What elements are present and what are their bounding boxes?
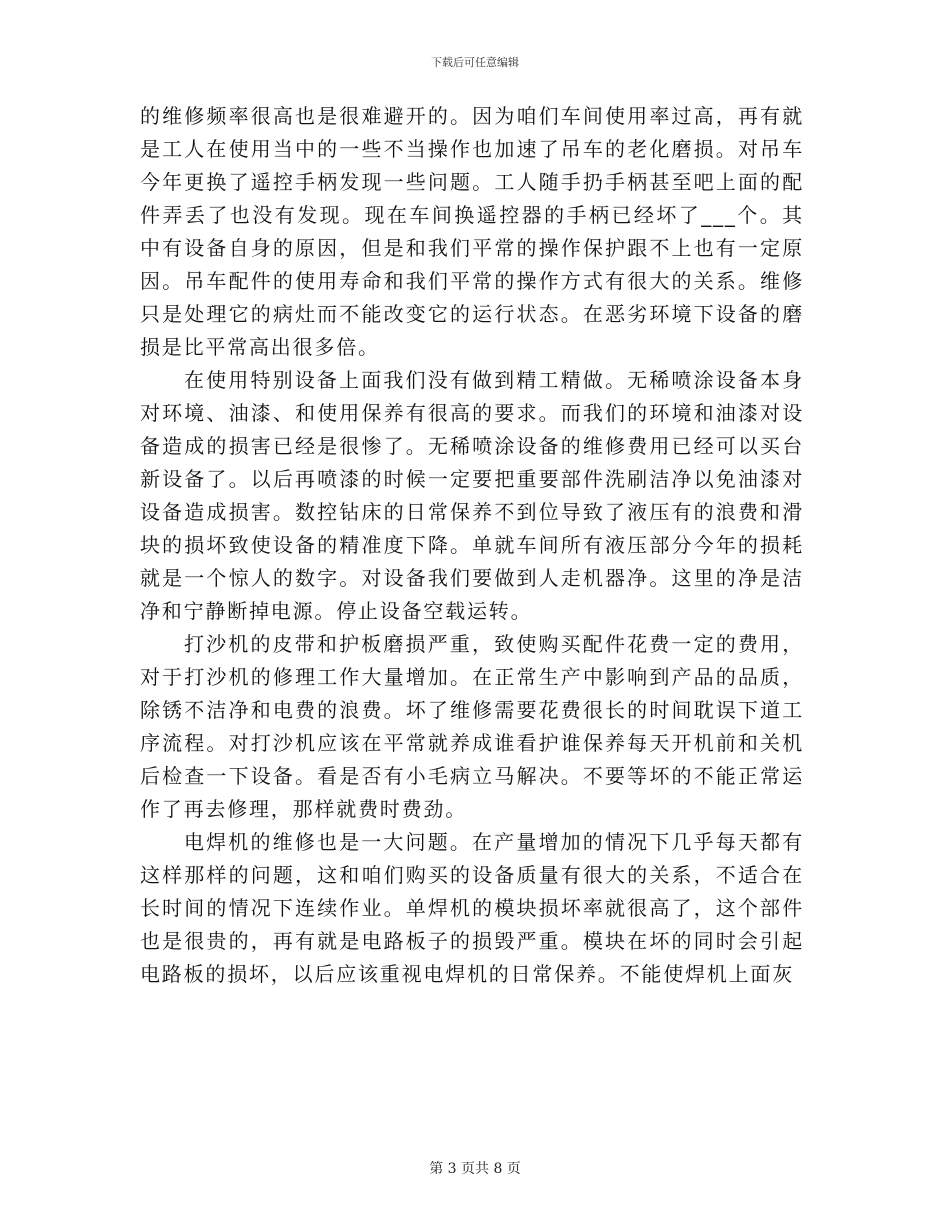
paragraph-1: 的维修频率很高也是很难避开的。因为咱们车间使用率过高，再有就是工人在使用当中的一些不当操作也加速了吊车的老化磨损。对吊车今年更换了遥控手柄发现一些问题。工人随手扔手柄甚至吧上面的配件弄丢了也没有发现。现在车间换遥控器的手柄已经坏了___个。其中有设备自身的原因，但是和我们平常的操作保护跟不上也有一定原因。吊车配件的使用寿命和我们平常的操作方式有很大的关系。维修只是处理它的病灶而不能改变它的运行状态。在恶劣环境下设备的磨损是比平常高出很多倍。: [140, 104, 804, 359]
paragraph-4: 电焊机的维修也是一大问题。在产量增加的情况下几乎每天都有这样那样的问题，这和咱们购买的设备质量有很大的关系，不适合在长时间的情况下连续作业。单焊机的模块损坏率就很高了，这个部件也是很贵的，再有就是电路板子的损毁严重。模块在坏的同时会引起电路板的损坏，以后应该重视电焊机的日常保养。不能使焊机上面灰: [140, 830, 804, 986]
page-number-footer: 第 3 页共 8 页: [429, 1161, 521, 1177]
document-body: [140, 100, 804, 991]
paragraph-2: 在使用特别设备上面我们没有做到精工精做。无稀喷涂设备本身对环境、油漆、和使用保养有很高的要求。而我们的环境和油漆对设备造成的损害已经是很惨了。无稀喷涂设备的维修费用已经可以买台新设备了。以后再喷漆的时候一定要把重要部件洗刷洁净以免油漆对设备造成损害。数控钻床的日常保养不到位导致了液压有的浪费和滑块的损坏致使设备的精准度下降。单就车间所有液压部分今年的损耗就是一个惊人的数字。对设备我们要做到人走机器净。这里的净是洁净和宁静断掉电源。停止设备空载运转。: [140, 368, 804, 623]
page-header: 下载后可任意编辑: [431, 56, 519, 69]
paragraph-3: 打沙机的皮带和护板磨损严重，致使购买配件花费一定的费用，对于打沙机的修理工作大量增加。在正常生产中影响到产品的品质，除锈不洁净和电费的浪费。坏了维修需要花费很长的时间耽误下道工序流程。对打沙机应该在平常就养成谁看护谁保养每天开机前和关机后检查一下设备。看是否有小毛病立马解决。不要等坏的不能正常运作了再去修理，那样就费时费劲。: [140, 632, 804, 821]
